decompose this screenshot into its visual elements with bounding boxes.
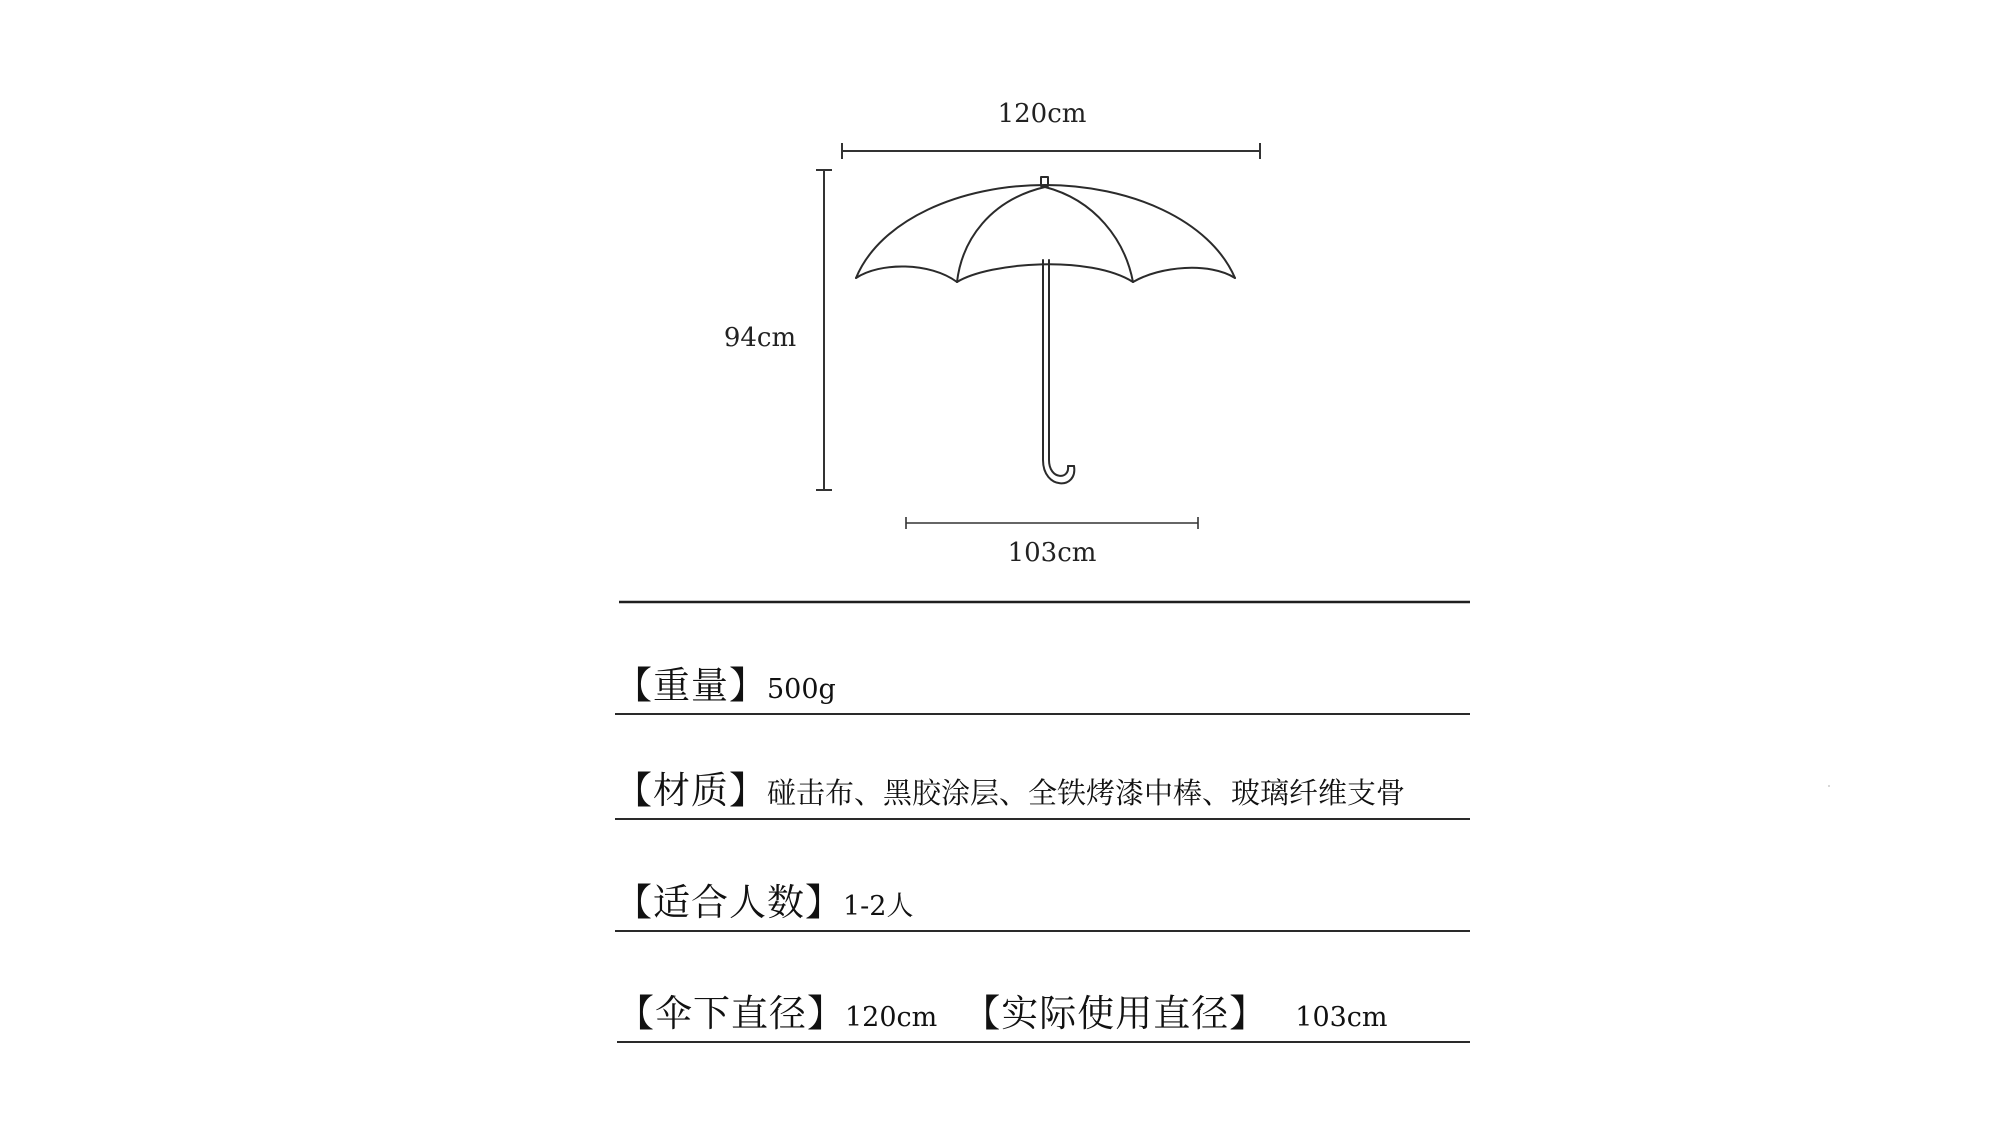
capacity-value: 1-2人 (843, 891, 914, 922)
width-dimension-label: 120cm (997, 99, 1087, 129)
dust-speck (1828, 785, 1830, 787)
weight-value: 500g (767, 674, 836, 705)
weight-label: 【重量】 (615, 664, 767, 707)
diameter-dimension (906, 517, 1198, 529)
diameter-label: 【伞下直径】 (617, 992, 845, 1035)
material-label: 【材质】 (615, 769, 767, 812)
diameter-value: 120cm (845, 1002, 938, 1033)
umbrella-icon (856, 177, 1235, 483)
height-dimension (816, 170, 832, 490)
spec-row-weight (615, 655, 1470, 715)
actual-diameter-value: 103cm (1295, 1002, 1388, 1033)
diameter-dimension-label: 103cm (1007, 538, 1097, 568)
capacity-label: 【适合人数】 (615, 881, 843, 924)
spec-row-diameter (617, 983, 1470, 1043)
spec-row-capacity (615, 872, 1470, 932)
width-dimension (842, 143, 1260, 159)
spec-row-material (615, 760, 1470, 820)
actual-diameter-label: 【实际使用直径】 (963, 992, 1268, 1035)
material-value: 碰击布、黑胶涂层、全铁烤漆中棒、玻璃纤维支骨 (767, 776, 1406, 810)
height-dimension-label: 94cm (723, 323, 797, 353)
